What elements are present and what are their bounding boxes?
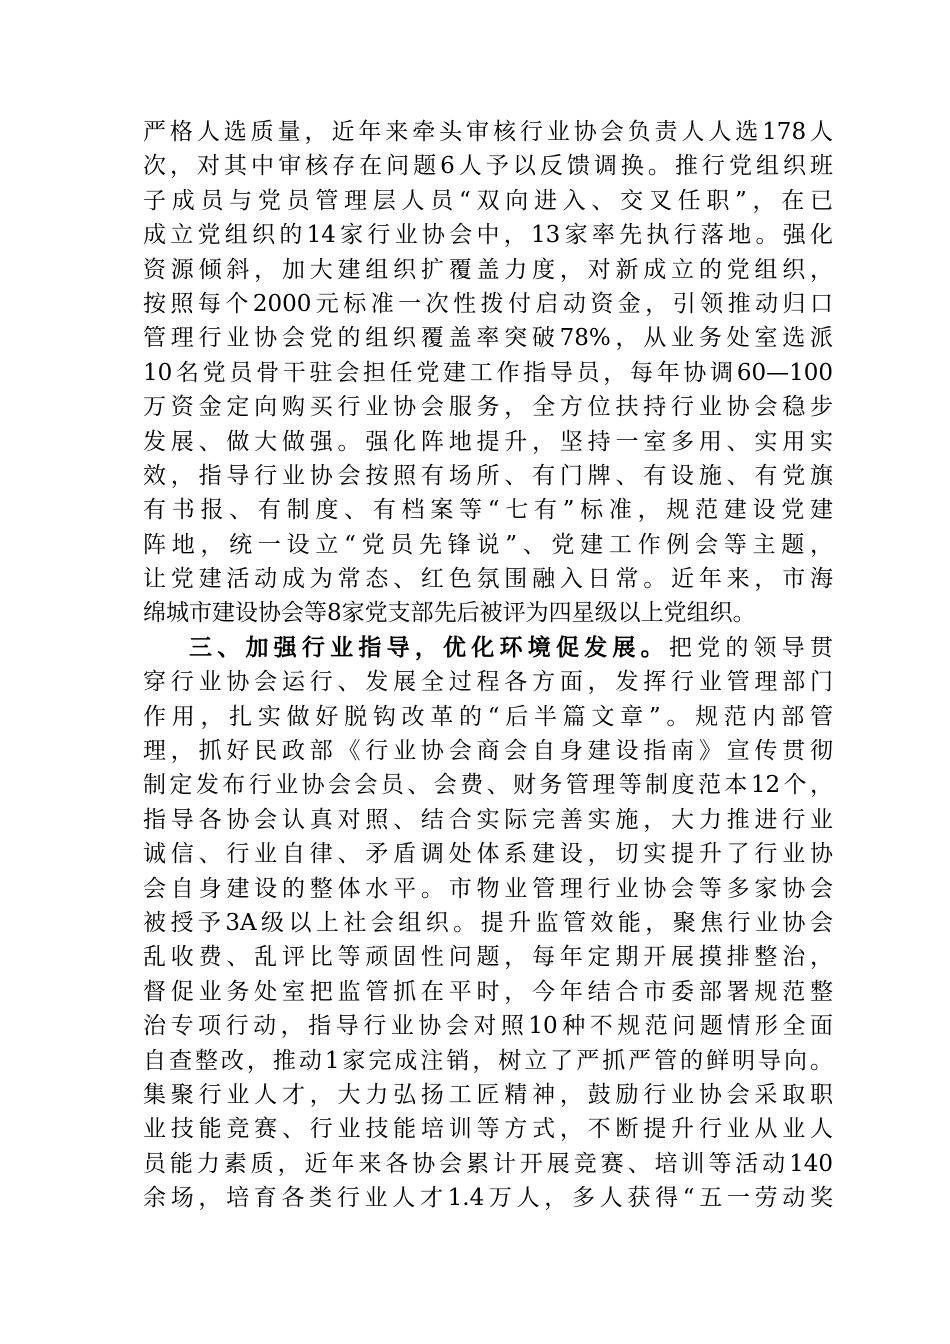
text-line: 绵城市建设协会等8家党支部先后被评为四星级以上党组织。 xyxy=(143,600,756,627)
text-line: 穿行业协会运行、发展全过程各方面，发挥行业管理部门 xyxy=(143,669,833,696)
text-line: 理，抓好民政部《行业协会商会自身建设指南》宣传贯彻 xyxy=(143,738,833,765)
text-line: 作用，扎实做好脱钩改革的“后半篇文章”。规范内部管 xyxy=(143,703,833,730)
text-line: 员能力素质，近年来各协会累计开展竞赛、培训等活动140 xyxy=(143,1150,833,1177)
text-line: 会自身建设的整体水平。市物业管理行业协会等多家协会 xyxy=(143,875,833,902)
text-line: 管理行业协会党的组织覆盖率突破78%，从业务处室选派 xyxy=(143,325,833,352)
body-text xyxy=(143,115,833,1216)
text-line: 有书报、有制度、有档案等“七有”标准，规范建设党建 xyxy=(143,497,833,524)
text-line: 业技能竞赛、行业技能培训等方式，不断提升行业从业人 xyxy=(143,1116,833,1143)
text-line: 治专项行动，指导行业协会对照10种不规范问题情形全面 xyxy=(143,1013,833,1040)
text-line: 诚信、行业自律、矛盾调处体系建设，切实提升了行业协 xyxy=(143,841,833,868)
text-line: 按照每个2000元标准一次性拨付启动资金，引领推动归口 xyxy=(143,290,833,317)
text-line: 督促业务处室把监管抓在平时，今年结合市委部署规范整 xyxy=(143,978,833,1005)
section-3-first-line xyxy=(143,631,833,665)
text-line: 10名党员骨干驻会担任党建工作指导员，每年协调60—100 xyxy=(143,359,833,386)
text-line: 指导各协会认真对照、结合实际完善实施，大力推进行业 xyxy=(143,806,833,833)
text-line: 成立党组织的14家行业协会中，13家率先执行落地。强化 xyxy=(143,222,833,249)
text-line: 万资金定向购买行业协会服务，全方位扶持行业协会稳步 xyxy=(143,394,833,421)
section-3-lead-text: 把党的领导贯 xyxy=(668,634,834,661)
text-line: 效，指导行业协会按照有场所、有门牌、有设施、有党旗 xyxy=(143,462,833,489)
text-line: 被授予3A级以上社会组织。提升监管效能，聚焦行业协会 xyxy=(143,909,833,936)
text-line: 乱收费、乱评比等顽固性问题，每年定期开展摸排整治， xyxy=(143,944,833,971)
text-line: 余场，培育各类行业人才1.4万人，多人获得“五一劳动奖 xyxy=(143,1185,833,1212)
text-line: 制定发布行业协会会员、会费、财务管理等制度范本12个， xyxy=(143,772,833,799)
text-line: 阵地，统一设立“党员先锋说”、党建工作例会等主题， xyxy=(143,531,833,558)
section-3-heading: 三、加强行业指导，优化环境促发展。 xyxy=(189,633,669,661)
text-line: 子成员与党员管理层人员“双向进入、交叉任职”，在已 xyxy=(143,187,833,214)
text-line: 自查整改，推动1家完成注销，树立了严抓严管的鲜明导向。 xyxy=(143,1047,833,1074)
text-line: 次，对其中审核存在问题6人予以反馈调换。推行党组织班 xyxy=(143,153,833,180)
text-line: 让党建活动成为常态、红色氛围融入日常。近年来，市海 xyxy=(143,566,833,593)
text-line: 集聚行业人才，大力弘扬工匠精神，鼓励行业协会采取职 xyxy=(143,1081,833,1108)
text-line: 发展、做大做强。强化阵地提升，坚持一室多用、实用实 xyxy=(143,428,833,455)
text-line: 严格人选质量，近年来牵头审核行业协会负责人人选178人 xyxy=(143,119,833,145)
text-line: 资源倾斜，加大建组织扩覆盖力度，对新成立的党组织， xyxy=(143,256,833,283)
